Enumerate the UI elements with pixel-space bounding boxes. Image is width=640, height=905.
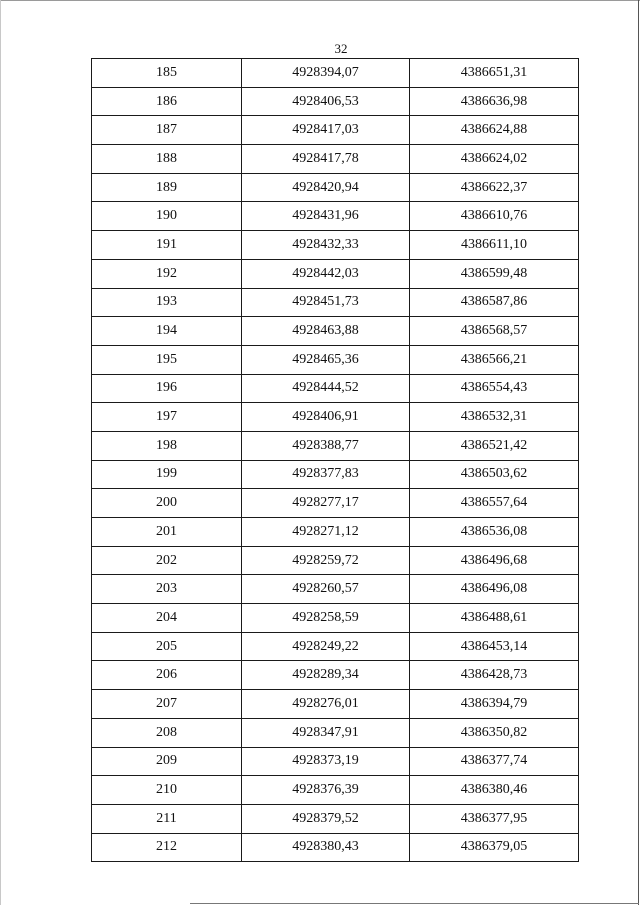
y-coordinate-cell: 4386636,98 bbox=[410, 87, 579, 116]
point-number-cell: 185 bbox=[92, 59, 242, 88]
x-coordinate-cell: 4928406,53 bbox=[242, 87, 410, 116]
table-row bbox=[92, 116, 579, 145]
table-row bbox=[92, 546, 579, 575]
y-coordinate-cell: 4386624,88 bbox=[410, 116, 579, 145]
x-coordinate-cell: 4928379,52 bbox=[242, 804, 410, 833]
point-number-cell: 207 bbox=[92, 690, 242, 719]
y-coordinate-cell: 4386488,61 bbox=[410, 604, 579, 633]
point-number-cell: 209 bbox=[92, 747, 242, 776]
y-coordinate-cell: 4386651,31 bbox=[410, 59, 579, 88]
y-coordinate-cell: 4386377,74 bbox=[410, 747, 579, 776]
y-coordinate-cell: 4386599,48 bbox=[410, 259, 579, 288]
point-number-cell: 190 bbox=[92, 202, 242, 231]
x-coordinate-cell: 4928373,19 bbox=[242, 747, 410, 776]
scan-border-left bbox=[0, 0, 1, 905]
table-row bbox=[92, 575, 579, 604]
y-coordinate-cell: 4386587,86 bbox=[410, 288, 579, 317]
x-coordinate-cell: 4928260,57 bbox=[242, 575, 410, 604]
point-number-cell: 210 bbox=[92, 776, 242, 805]
table-row bbox=[92, 690, 579, 719]
table-row bbox=[92, 374, 579, 403]
x-coordinate-cell: 4928417,03 bbox=[242, 116, 410, 145]
table-row bbox=[92, 604, 579, 633]
table-row bbox=[92, 317, 579, 346]
table-row bbox=[92, 431, 579, 460]
point-number-cell: 204 bbox=[92, 604, 242, 633]
x-coordinate-cell: 4928271,12 bbox=[242, 518, 410, 547]
point-number-cell: 197 bbox=[92, 403, 242, 432]
x-coordinate-cell: 4928347,91 bbox=[242, 718, 410, 747]
y-coordinate-cell: 4386380,46 bbox=[410, 776, 579, 805]
point-number-cell: 200 bbox=[92, 489, 242, 518]
x-coordinate-cell: 4928451,73 bbox=[242, 288, 410, 317]
y-coordinate-cell: 4386554,43 bbox=[410, 374, 579, 403]
point-number-cell: 187 bbox=[92, 116, 242, 145]
table-row bbox=[92, 345, 579, 374]
point-number-cell: 186 bbox=[92, 87, 242, 116]
x-coordinate-cell: 4928444,52 bbox=[242, 374, 410, 403]
x-coordinate-cell: 4928388,77 bbox=[242, 431, 410, 460]
point-number-cell: 201 bbox=[92, 518, 242, 547]
point-number-cell: 198 bbox=[92, 431, 242, 460]
page-number: 32 bbox=[334, 41, 348, 56]
x-coordinate-cell: 4928463,88 bbox=[242, 317, 410, 346]
y-coordinate-cell: 4386377,95 bbox=[410, 804, 579, 833]
table-row bbox=[92, 87, 579, 116]
y-coordinate-cell: 4386521,42 bbox=[410, 431, 579, 460]
coordinates-table bbox=[91, 58, 579, 862]
table-row bbox=[92, 460, 579, 489]
y-coordinate-cell: 4386379,05 bbox=[410, 833, 579, 862]
x-coordinate-cell: 4928394,07 bbox=[242, 59, 410, 88]
point-number-cell: 212 bbox=[92, 833, 242, 862]
table-row bbox=[92, 661, 579, 690]
table-row bbox=[92, 804, 579, 833]
scan-border-right bbox=[638, 0, 639, 905]
table-row bbox=[92, 403, 579, 432]
point-number-cell: 193 bbox=[92, 288, 242, 317]
y-coordinate-cell: 4386428,73 bbox=[410, 661, 579, 690]
table-row bbox=[92, 632, 579, 661]
y-coordinate-cell: 4386503,62 bbox=[410, 460, 579, 489]
table-row bbox=[92, 776, 579, 805]
point-number-cell: 196 bbox=[92, 374, 242, 403]
point-number-cell: 202 bbox=[92, 546, 242, 575]
x-coordinate-cell: 4928258,59 bbox=[242, 604, 410, 633]
table-row bbox=[92, 145, 579, 174]
x-coordinate-cell: 4928376,39 bbox=[242, 776, 410, 805]
x-coordinate-cell: 4928465,36 bbox=[242, 345, 410, 374]
x-coordinate-cell: 4928377,83 bbox=[242, 460, 410, 489]
y-coordinate-cell: 4386532,31 bbox=[410, 403, 579, 432]
y-coordinate-cell: 4386536,08 bbox=[410, 518, 579, 547]
y-coordinate-cell: 4386557,64 bbox=[410, 489, 579, 518]
scan-border-top bbox=[0, 0, 640, 1]
point-number-cell: 211 bbox=[92, 804, 242, 833]
x-coordinate-cell: 4928259,72 bbox=[242, 546, 410, 575]
y-coordinate-cell: 4386624,02 bbox=[410, 145, 579, 174]
point-number-cell: 192 bbox=[92, 259, 242, 288]
point-number-cell: 194 bbox=[92, 317, 242, 346]
y-coordinate-cell: 4386610,76 bbox=[410, 202, 579, 231]
x-coordinate-cell: 4928431,96 bbox=[242, 202, 410, 231]
table-row bbox=[92, 489, 579, 518]
table-row bbox=[92, 202, 579, 231]
point-number-cell: 206 bbox=[92, 661, 242, 690]
table-row bbox=[92, 259, 579, 288]
point-number-cell: 205 bbox=[92, 632, 242, 661]
point-number-cell: 191 bbox=[92, 231, 242, 260]
point-number-cell: 195 bbox=[92, 345, 242, 374]
y-coordinate-cell: 4386453,14 bbox=[410, 632, 579, 661]
y-coordinate-cell: 4386568,57 bbox=[410, 317, 579, 346]
x-coordinate-cell: 4928249,22 bbox=[242, 632, 410, 661]
table-row bbox=[92, 518, 579, 547]
point-number-cell: 188 bbox=[92, 145, 242, 174]
coordinates-table-body bbox=[92, 59, 579, 862]
y-coordinate-cell: 4386622,37 bbox=[410, 173, 579, 202]
x-coordinate-cell: 4928420,94 bbox=[242, 173, 410, 202]
x-coordinate-cell: 4928277,17 bbox=[242, 489, 410, 518]
table-row bbox=[92, 59, 579, 88]
table-row bbox=[92, 231, 579, 260]
x-coordinate-cell: 4928406,91 bbox=[242, 403, 410, 432]
table-row bbox=[92, 718, 579, 747]
x-coordinate-cell: 4928289,34 bbox=[242, 661, 410, 690]
x-coordinate-cell: 4928432,33 bbox=[242, 231, 410, 260]
point-number-cell: 208 bbox=[92, 718, 242, 747]
x-coordinate-cell: 4928417,78 bbox=[242, 145, 410, 174]
y-coordinate-cell: 4386350,82 bbox=[410, 718, 579, 747]
x-coordinate-cell: 4928380,43 bbox=[242, 833, 410, 862]
y-coordinate-cell: 4386566,21 bbox=[410, 345, 579, 374]
x-coordinate-cell: 4928276,01 bbox=[242, 690, 410, 719]
table-row bbox=[92, 288, 579, 317]
point-number-cell: 189 bbox=[92, 173, 242, 202]
table-row bbox=[92, 173, 579, 202]
x-coordinate-cell: 4928442,03 bbox=[242, 259, 410, 288]
scan-border-bottom bbox=[190, 903, 639, 904]
y-coordinate-cell: 4386394,79 bbox=[410, 690, 579, 719]
y-coordinate-cell: 4386496,08 bbox=[410, 575, 579, 604]
table-row bbox=[92, 747, 579, 776]
point-number-cell: 199 bbox=[92, 460, 242, 489]
point-number-cell: 203 bbox=[92, 575, 242, 604]
table-row bbox=[92, 833, 579, 862]
y-coordinate-cell: 4386496,68 bbox=[410, 546, 579, 575]
y-coordinate-cell: 4386611,10 bbox=[410, 231, 579, 260]
